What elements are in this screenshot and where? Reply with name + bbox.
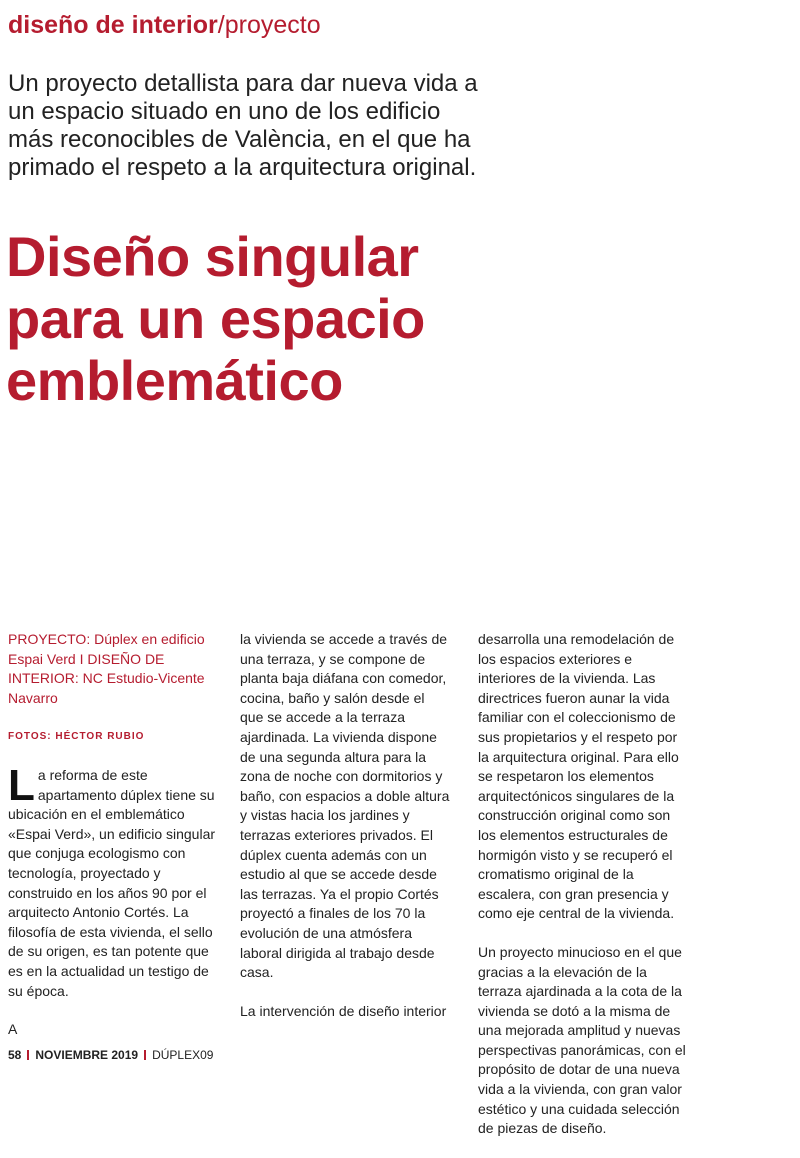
column-1: [8, 630, 223, 1059]
column-3: [478, 630, 688, 1158]
body-paragraph-2: A: [8, 1021, 18, 1038]
headline-line-3: emblemático: [6, 349, 343, 412]
section-header: [8, 8, 321, 42]
section-separator: /: [217, 11, 225, 39]
body-paragraph-3-cont: desarrolla una remodelación de los espacios exteriores e interiores de la vivienda. Las directrices fueron aunar la vida familiar con el coleccionismo de sus propietarios y el respeto por la arquitectura original. Para ello se respetaron los elementos arquitectónicos singulares de la construcción original como son los elementos estructurales de hormigón visto y se recuperó el cromatismo original de la escalera, con gran presencia y como eje central de la vivienda.: [478, 631, 679, 922]
body-paragraph-1-text: a reforma de este apartamento dúplex tiene su ubicación en el emblemático «Espai Verd», un edificio singular que conjuga ecologismo con tecnología, proyectado y construido en los años 90 por el arquitecto Antonio Cortés. La filosofía de esta vivienda, el sello de su origen, es tan potente que es en la actualidad un testigo de su época.: [8, 766, 216, 999]
headline: [6, 226, 566, 412]
lead-paragraph: Un proyecto detallista para dar nueva vida a un espacio situado en uno de los edificio más reconocibles de València, en el que ha primado el respeto a la arquitectura original.: [8, 70, 478, 181]
magazine-name: DÚPLEX09: [152, 1048, 214, 1062]
column-2: [240, 630, 450, 1040]
footer-divider: [27, 1050, 29, 1060]
project-credits: PROYECTO: Dúplex en edificio Espai Verd I DISEÑO DE INTERIOR: NC Estudio-Vicente Navarro: [8, 631, 205, 706]
issue-date: NOVIEMBRE 2019: [35, 1048, 139, 1062]
drop-cap: L: [8, 760, 35, 810]
body-paragraph-4: Un proyecto minucioso en el que gracias a la elevación de la terraza ajardinada a la cota de la vivienda se dotó a la misma de una mejorada amplitud y nuevas perspectivas panorámicas, con el propósito de dotar de una nueva vida a la vivienda, con gran valor estético y una cuidada selección de piezas de diseño.: [478, 943, 686, 1137]
headline-line-1: Diseño singular: [6, 225, 419, 288]
body-paragraph-3: La intervención de diseño interior: [240, 1002, 447, 1019]
headline-line-2: para un espacio: [6, 287, 425, 350]
section-category: diseño de interior: [8, 11, 218, 39]
body-paragraph-2-cont: la vivienda se accede a través de una terraza, y se compone de planta baja diáfana con comedor, cocina, baño y salón desde el que se accede a la terraza ajardinada. La vivienda dispone de una segunda altura para la zona de noche con dormitorios y baño, con espacios a doble altura y vistas hacia los jardines y terrazas exteriores privados. El dúplex cuenta además con un estudio al que se accede desde las terrazas. Ya el propio Cortés proyectó a finales de los 70 la evolución de una atmósfera laboral dirigida al trabajo desde casa.: [240, 631, 450, 981]
footer-divider: [144, 1050, 146, 1060]
photo-credit: FOTOS: HÉCTOR RUBIO: [8, 731, 145, 743]
page-footer: [8, 1048, 213, 1062]
page-number: 58: [8, 1048, 22, 1062]
body-paragraph-1: [8, 760, 223, 1001]
section-subcategory: proyecto: [224, 11, 321, 39]
